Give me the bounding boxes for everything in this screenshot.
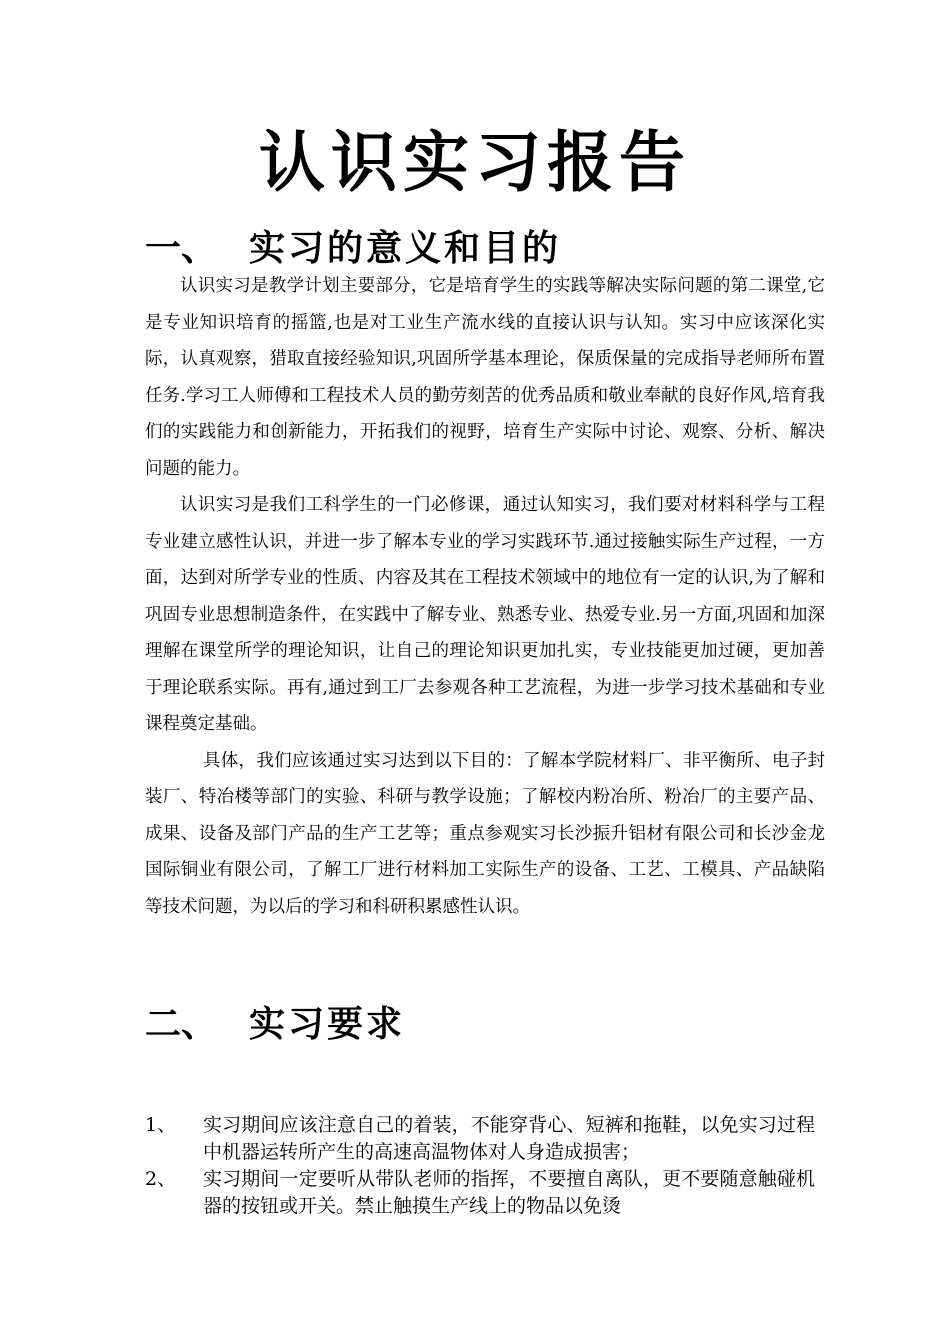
list-item-text: 实习期间应该注意自己的着装，不能穿背心、短裤和拖鞋，以免实习过程中机器运转所产生的高速高温物体对人身造成损害； bbox=[203, 1114, 815, 1163]
requirements-list bbox=[145, 1112, 815, 1220]
section-title-2: 实习要求 bbox=[249, 1003, 406, 1045]
section-heading-1 bbox=[145, 224, 561, 272]
paragraph-3: 具体，我们应该通过实习达到以下目的：了解本学院材料厂、非平衡所、电子封装厂、特冶楼等部门的实验、科研与教学设施；了解校内粉冶所、粉冶厂的主要产品、成果、设备及部门产品的生产工艺等；重点参观实习长沙振升铝材有限公司和长沙金龙国际铜业有限公司，了解工厂进行材料加工实际生产的设备、工艺、工模具、产品缺陷等技术问题，为以后的学习和科研积累感性认识。 bbox=[145, 750, 825, 917]
list-item-text: 实习期间一定要听从带队老师的指挥，不要擅自离队，更不要随意触碰机器的按钮或开关。禁止触摸生产线上的物品以免烫 bbox=[203, 1168, 815, 1217]
list-item bbox=[145, 1112, 815, 1166]
list-item-number: 1、 bbox=[145, 1114, 177, 1136]
section-number-1: 一、 bbox=[145, 227, 218, 269]
section-number-2: 二、 bbox=[145, 1003, 218, 1045]
paragraph-1: 认识实习是教学计划主要部分，它是培育学生的实践等解决实际问题的第二课堂,它是专业知识培育的摇篮,也是对工业生产流水线的直接认识与认知。实习中应该深化实际，认真观察，猎取直接经验知识,巩固所学基本理论，保质保量的完成指导老师所布置任务.学习工人师傅和工程技术人员的勤劳刻苦的优秀品质和敬业奉献的良好作风,培育我们的实践能力和创新能力，开拓我们的视野，培育生产实际中讨论、观察、分析、解决问题的能力。 bbox=[145, 276, 825, 479]
paragraph-2: 认识实习是我们工科学生的一门必修课，通过认知实习，我们要对材料科学与工程专业建立感性认识，并进一步了解本专业的学习实践环节.通过接触实际生产过程，一方面，达到对所学专业的性质、内容及其在工程技术领域中的地位有一定的认识,为了解和巩固专业思想制造条件，在实践中了解专业、熟悉专业、热爱专业.另一方面,巩固和加深理解在课堂所学的理论知识，让自己的理论知识更加扎实，专业技能更加过硬，更加善于理论联系实际。再有,通过到工厂去参观各种工艺流程，为进一步学习技术基础和专业课程奠定基础。 bbox=[145, 495, 825, 734]
list-item bbox=[145, 1166, 815, 1220]
section-1-body bbox=[145, 268, 825, 925]
document-title: 认识实习报告 bbox=[259, 123, 691, 201]
section-title-1: 实习的意义和目的 bbox=[249, 227, 562, 269]
section-heading-2 bbox=[145, 1000, 405, 1048]
list-item-number: 2、 bbox=[145, 1168, 177, 1190]
